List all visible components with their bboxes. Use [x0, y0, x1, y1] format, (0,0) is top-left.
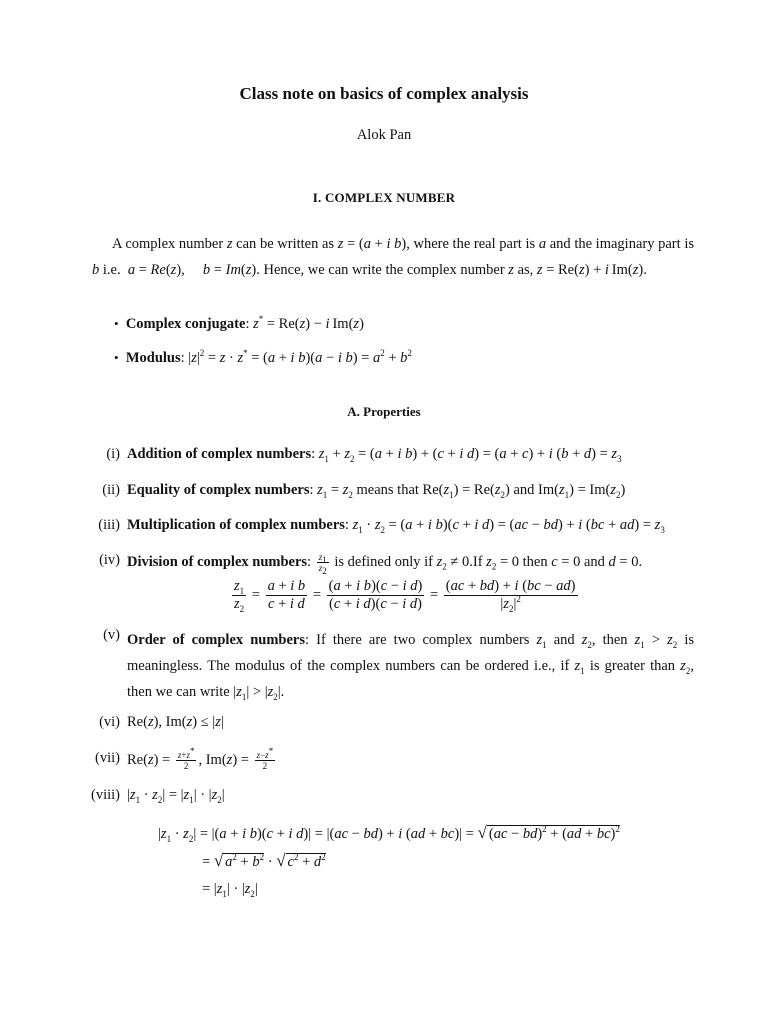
item-term: Order of complex numbers — [127, 632, 306, 648]
page-title: Class note on basics of complex analysis — [239, 84, 529, 103]
division-equation: $\frac{z_1}{z_2}$ = $\frac{\text{a + i b}}{\text{c + i d}}$ = $\frac{\text{(a + i b)(c − i d)}}{\text{(c + i d)(c − i d)}}$ = $\frac{(ac + bd) + i (bc - ad)}{|z_2|^2}$ — [234, 578, 576, 614]
bullet-modulus: • Modulus: $|z|^2 = z \cdot z^* = (a + i$ b)(a − i $b) = a^2 + b^2$ — [114, 348, 412, 366]
modulus-product-line-3: = $|z_1| \cdot |z_2|$ — [202, 881, 258, 899]
subsection-heading: A. Properties — [347, 404, 421, 419]
item-label: (ii) — [102, 482, 120, 498]
bullet-term: Complex conjugate — [125, 316, 246, 332]
item-label: (i) — [106, 446, 120, 462]
section-heading: I. COMPLEX NUMBER — [312, 190, 456, 205]
item-label: (vii) — [95, 750, 120, 766]
modulus-product-line-1: $|z_1 \cdot z_2| = |(a + i$ b)(c + i d)| = |(ac − bd) + i (ad + bc)| = √ (ac − bd)$^2$ + (ad + bc)$^2$ — [158, 823, 620, 844]
author-name: Alok Pan — [356, 127, 412, 143]
item-label: (iv) — [99, 552, 120, 568]
bullet-term: Modulus — [125, 350, 181, 366]
item-label: (iii) — [98, 517, 120, 533]
item-term: Multiplication of complex numbers — [127, 517, 345, 533]
bullet-complex-conjugate: • Complex conjugate: z* = Re(z) − i Im(z) — [114, 314, 364, 332]
item-term: Equality of complex numbers — [127, 482, 310, 498]
item-term: Addition of complex numbers — [127, 446, 312, 462]
item-label: (viii) — [91, 787, 120, 803]
item-label: (vi) — [99, 714, 120, 730]
document-page: Class note on basics of complex analysis Alok Pan I. COMPLEX NUMBER A complex number z can be written as z = (a + i b), where the real part is a and the imaginary part is b i.e. a = Re(z), b = Im(z). Hence, we can write the complex number z as, z = Re(z) + i Im(z). • Complex conjugate: z* = Re(z) − i Im(z) • Modulus: $|z|^2 = z \cdot z^* = (a + i$ b)(a − i $b) = a^2 + b^2$ A. Properties (i) Addition of complex numbers: $z_1 + z_2 = (a + i$ b) + (c + i d) = (a + c) + i $(b + d) = z_3$ (ii) Equality of complex numbers: $z_1 = z_2$ means that $Re(z_1) = Re(z_2)$ and $Im(z_1) = Im(z_2)$ (iii) Multiplication of complex numbers: $z_1 \cdot z_2 = (a + i$ b)(c + i d) = (ac − bd) + i $(bc + ad) = z_3$ (iv) Division of complex numbers: $\frac{z_1}{z_2}$ is defined only if $z_2 \ne 0.If$ $z_2 = 0$ then c = 0 and d = 0. $\frac{z_1}{z_2}$ = $\frac{\text{a + i b}}{\text{c + i d}}$ = $\frac{\text{(a + i b)(c − i d)}}{\text{(c + i d)(c − i d)}}$ = $\frac{(ac + bd) + i (bc - ad)}{|z_2|^2}$ (v) Order of complex numbers: If there are two complex numbers $z_1$ and $z_2$, then $z_1 > z_2$ is meaningless. The modulus of the complex numbers can be ordered i.e., if $z_1$ is greater than $z_2$, then we can write $|z_1| > |z_2|$. (vi) Re(z), Im(z) ≤ |z| (vii) Re(z) = $\frac{z+z^*}{2}$ , Im(z) = $\frac{z-z^*}{2}$ (viii) $|z_1 \cdot z_2| = |z_1| \cdot |z_2|$ $|z_1 \cdot z_2| = |(a + i$ b)(c + i d)| = |(ac − bd) + i (ad + bc)| = √ (ac − bd)$^2$ + (ad + bc)$^2$ = √ $a^2 + b^2$ · √ $c^2 + d^2$ = $|z_1| \cdot |z_2|$ — [0, 0, 768, 1024]
intro-paragraph: A complex number z can be written as z = (a + i b), where the real part is a and the imaginary part is b i.e. a = Re(z), b = Im(z). Hence, we can write the complex number z as, z = Re(z) + i Im(z). — [92, 236, 694, 278]
item-label: (v) — [103, 627, 120, 643]
item-term: Division of complex numbers — [127, 553, 308, 570]
modulus-product-line-2: = √ $a^2 + b^2$ · √ $c^2 + d^2$ — [202, 851, 326, 870]
